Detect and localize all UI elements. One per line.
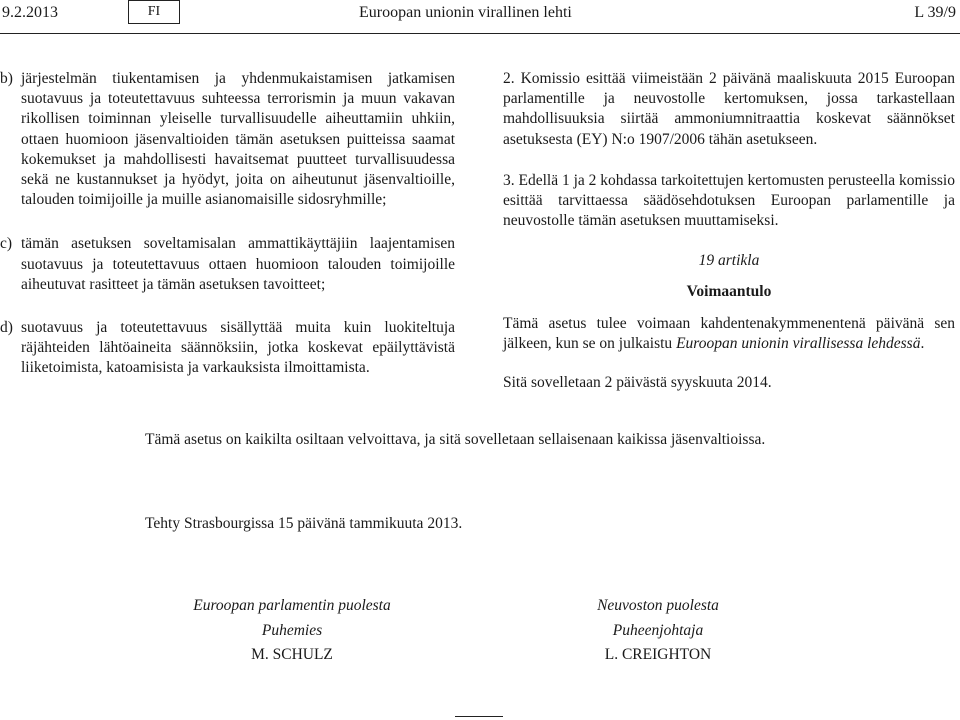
paragraph-2: 2. Komissio esittää viimeistään 2 päivänä maaliskuuta 2015 Euroopan parlamentille ja neuvostolle kertomuksen, jossa tarkastellaan mahdollisuuksia siirtää ammoniumnitraattia koskevat säännökset asetuksesta (EY) N:o 1907/2006 tähän asetukseen.: [503, 70, 955, 148]
article-title: Voimaantulo: [686, 282, 772, 300]
left-column: [0, 69, 455, 379]
application-date-text: Sitä sovelletaan 2 päivästä syyskuuta 2014.: [503, 374, 772, 392]
language-code-badge: FI: [128, 0, 180, 24]
list-item: [0, 318, 455, 379]
list-marker: d): [0, 319, 13, 337]
entry-text-start: Tämä asetus tulee voimaan kahdentenakymmenentenä päivänä sen jälkeen, kun se on julkaistu: [503, 314, 955, 353]
entry-text-end: .: [920, 335, 925, 353]
signature-name: L. CREIGHTON: [604, 646, 712, 663]
header-rule: [0, 33, 960, 34]
signature-role: Puheenjohtaja: [612, 621, 704, 639]
list-item: [0, 234, 455, 295]
paragraph-3: 3. Edellä 1 ja 2 kohdassa tarkoitettujen kertomusten perusteella komissio esittää tarvittaessa säädösehdotuksen Euroopan parlamentille ja neuvostolle tämän asetuksen muuttamiseksi.: [503, 171, 955, 230]
signature-block-parliament: [152, 594, 432, 668]
journal-title: Euroopan unionin virallinen lehti: [359, 4, 572, 21]
list-text: järjestelmän tiukentamisen ja yhdenmukaistamisen jatkamisen suotavuus ja toteutettavuus suhteessa terrorismin ja muun vakavan rikollisen toiminnan yleiselle turvallisuudelle aiheuttamiin uhkiin, ottaen huomioon jäsenvaltioiden tämän asetuksen puitteissa saamat kokemukset ja mahdollisesti havaitsemat puutteet turvallisuudessa sekä ne kustannukset ja hyödyt, joita on aiheutunut jäsenvaltioille, talouden toimijoille ja muille asianomaisille sidosryhmille;: [21, 70, 455, 209]
signature-role: Puhemies: [261, 621, 323, 639]
signature-block-council: [518, 594, 798, 668]
list-item: [0, 69, 455, 210]
signature-institution: Euroopan parlamentin puolesta: [193, 597, 391, 614]
page-reference: L 39/9: [914, 4, 956, 21]
journal-name-italic: Euroopan unionin virallisessa lehdessä: [676, 335, 921, 353]
list-text: tämän asetuksen soveltamisalan ammattikäyttäjiin laajentamisen suotavuus ja toteutettavuus ottaen huomioon talouden toimijoille aiheutuvat rasitteet ja tämän asetuksen tavoitteet;: [21, 235, 455, 293]
signature-institution: Neuvoston puolesta: [597, 597, 719, 614]
list-marker: b): [0, 70, 13, 87]
signature-name: M. SCHULZ: [251, 646, 333, 663]
article-number: 19 artikla: [698, 252, 760, 270]
entry-into-force-text: [503, 314, 955, 354]
list-marker: c): [0, 235, 13, 253]
binding-statement: Tämä asetus on kaikilta osiltaan velvoittava, ja sitä sovelletaan sellaisenaan kaikissa jäsenvaltioissa.: [145, 431, 766, 448]
list-text: suotavuus ja toteutettavuus sisällyttää muita kuin luokiteltuja räjähteiden lähtöaineita säännöksiin, jotka koskevat epäilyttävistä liiketoimista, katoamisista ja varkauksista ilmoittamista.: [21, 319, 455, 377]
place-date: Tehty Strasbourgissa 15 päivänä tammikuuta 2013.: [145, 515, 463, 532]
right-column: [503, 69, 955, 393]
publication-date: 9.2.2013: [2, 4, 58, 21]
footer-rule: [455, 716, 503, 717]
